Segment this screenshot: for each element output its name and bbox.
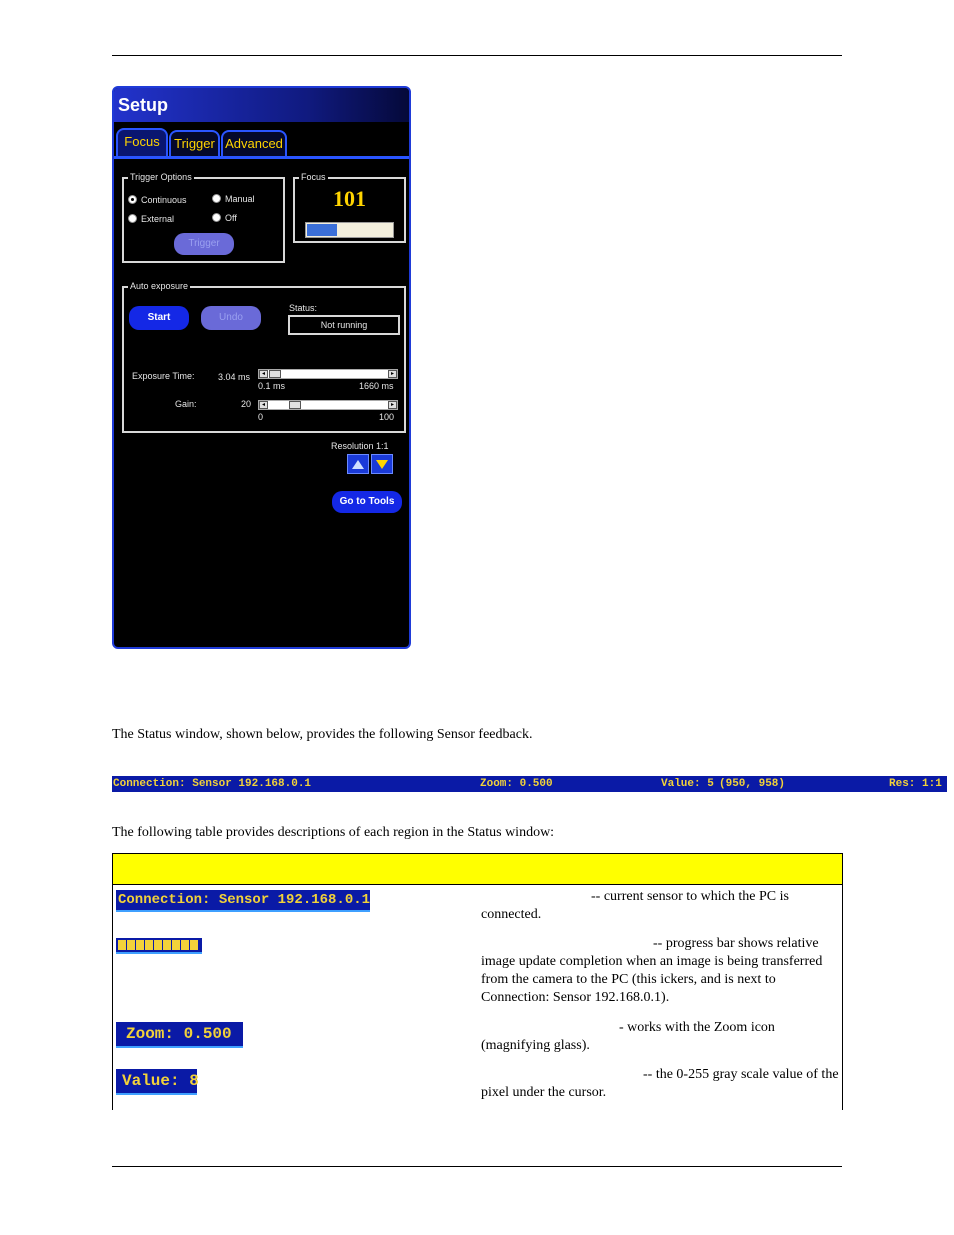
focus-label: Focus — [301, 172, 326, 182]
exposure-slider[interactable] — [258, 369, 398, 379]
progress-cell — [118, 940, 126, 950]
gain-min: 0 — [258, 412, 264, 422]
progress-cell — [190, 940, 198, 950]
status-connection: Connection: Sensor 192.168.0.1 — [113, 778, 312, 790]
arrow-up-icon — [352, 460, 364, 469]
auto-exposure-label: Auto exposure — [130, 281, 189, 291]
header-rule — [112, 55, 842, 56]
status-value: Value: 5 — [661, 778, 714, 790]
start-button[interactable]: Start — [129, 306, 189, 330]
status-coords: (950, 958) — [719, 778, 786, 790]
status-field: Not running — [288, 315, 400, 335]
radio-off-label: Off — [225, 213, 237, 223]
table-header-row — [112, 853, 843, 885]
resolution-down-button[interactable] — [371, 454, 393, 474]
gain-label: Gain: — [175, 399, 197, 409]
progress-cell — [127, 940, 135, 950]
focus-progress-bar — [305, 222, 394, 238]
progress-cell — [163, 940, 171, 950]
focus-value: 101 — [333, 186, 366, 211]
arrow-down-icon — [376, 460, 388, 469]
radio-external[interactable] — [128, 214, 137, 223]
table-right-border — [842, 885, 843, 1110]
setup-panel — [112, 86, 411, 649]
progress-cell — [172, 940, 180, 950]
status-bar — [112, 776, 947, 792]
auto-exposure-group — [122, 281, 406, 433]
table-row-desc: -- current sensor to which the PC is connected. — [481, 889, 789, 922]
go-to-tools-button[interactable]: Go to Tools — [332, 491, 402, 513]
radio-manual[interactable] — [212, 194, 221, 203]
table-row-desc: - works with the Zoom icon (magnifying glass). — [481, 1020, 775, 1053]
resolution-up-button[interactable] — [347, 454, 369, 474]
tab-trigger[interactable]: Trigger — [169, 130, 220, 156]
gain-max: 100 — [379, 412, 395, 422]
gain-slider-right-arrow[interactable]: ▸ — [388, 401, 397, 409]
table-left-border — [112, 885, 113, 1110]
radio-off[interactable] — [212, 213, 221, 222]
status-res: Res: 1:1 — [889, 778, 942, 790]
progress-cell — [181, 940, 189, 950]
radio-continuous[interactable] — [128, 195, 137, 204]
progress-cell — [145, 940, 153, 950]
gain-slider-thumb[interactable] — [289, 401, 301, 409]
trigger-options-group — [122, 172, 285, 263]
undo-button[interactable]: Undo — [201, 306, 261, 330]
radio-manual-label: Manual — [225, 194, 255, 204]
progress-cell — [136, 940, 144, 950]
exposure-min: 0.1 ms — [258, 381, 286, 391]
table-row-desc: -- the 0-255 gray scale value of the pixel under the cursor. — [481, 1067, 839, 1100]
exposure-time-label: Exposure Time: — [132, 371, 195, 381]
table-intro-text: The following table provides descriptions of each region in the Status window: — [112, 825, 555, 840]
status-label: Status: — [289, 303, 318, 313]
progress-chip — [116, 938, 202, 954]
exposure-max: 1660 ms — [359, 381, 394, 391]
tab-advanced[interactable]: Advanced — [221, 130, 287, 156]
setup-titlebar — [114, 88, 409, 122]
focus-progress-fill — [307, 224, 337, 236]
exposure-time-value: 3.04 ms — [218, 372, 251, 382]
exposure-slider-right-arrow[interactable]: ▸ — [388, 370, 397, 378]
connection-chip: Connection: Sensor 192.168.0.1 — [116, 890, 370, 912]
resolution-label: Resolution 1:1 — [331, 441, 389, 451]
progress-cells — [118, 940, 198, 950]
tab-divider — [114, 156, 409, 159]
gain-slider-left-arrow[interactable]: ◂ — [259, 401, 268, 409]
setup-title: Setup — [118, 95, 169, 115]
gain-slider[interactable] — [258, 400, 398, 410]
radio-external-label: External — [141, 214, 175, 224]
progress-cell — [154, 940, 162, 950]
footer-rule — [112, 1166, 842, 1167]
radio-continuous-label: Continuous — [141, 195, 187, 205]
tab-focus[interactable]: Focus — [116, 128, 168, 157]
status-description-table — [112, 853, 843, 1110]
trigger-options-label: Trigger Options — [130, 172, 192, 182]
gain-value: 20 — [241, 399, 252, 409]
trigger-button[interactable]: Trigger — [174, 233, 234, 255]
status-intro-text: The Status window, shown below, provides the following Sensor feedback. — [112, 727, 533, 742]
exposure-slider-thumb[interactable] — [269, 370, 281, 378]
focus-group — [293, 172, 406, 243]
zoom-chip: Zoom: 0.500 — [116, 1022, 243, 1048]
table-row-desc: -- progress bar shows relative image update completion when an image is being transferred from the camera to the PC (this ickers, and is next to Connection: Sensor 192.168.0.1). — [481, 936, 823, 1005]
value-chip: Value: 8 — [116, 1069, 197, 1095]
exposure-slider-left-arrow[interactable]: ◂ — [259, 370, 268, 378]
status-zoom: Zoom: 0.500 — [480, 778, 553, 790]
